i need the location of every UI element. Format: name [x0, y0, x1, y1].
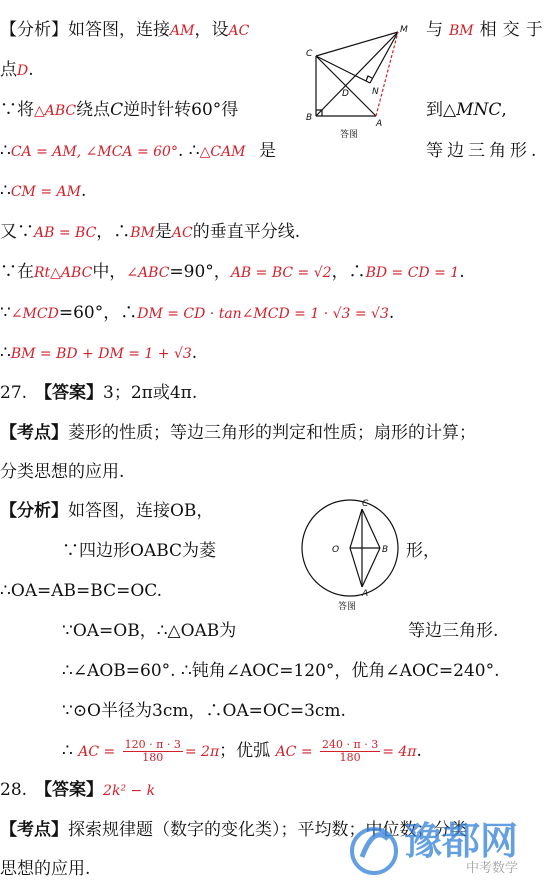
q26-line-4: ∴CA = AM, ∠MCA = 60°. ∴△CAM 是: [0, 141, 276, 161]
seg-mn: [370, 32, 398, 83]
fraction-minor-arc: $\frac{120 \cdot \pi \cdot 3}{180}$: [124, 738, 181, 764]
q26-figure-caption: 答图: [340, 130, 359, 140]
seg-cb: [362, 509, 380, 548]
q26-line-3-right: 到△MNC,: [426, 100, 507, 120]
q27-line-6: ∴ AC = $\frac{120 \cdot \pi \cdot 3}{180}$ = 2π；优弧 AC = $\frac{240 \cdot \pi \cdot 3}{180}$ = 4π.: [62, 738, 422, 764]
arc-ac-minor: AC =: [78, 744, 116, 760]
q27-fenxi-line: 【分析】如答图，连接OB，: [0, 501, 214, 521]
q27-figure: [298, 496, 408, 614]
q27-figure-caption: 答图: [338, 602, 357, 612]
q27-kaodian-line-1: 【考点】菱形的性质；等边三角形的判定和性质；扇形的计算；: [0, 423, 476, 443]
q28-kaodian-line-1: 【考点】探索规律题（数字的变化类）；平均数；中位数；分类: [0, 820, 468, 840]
seg-oa: [350, 548, 362, 587]
q26-line-8: ∵∠MCD=60°，∴DM = CD · tan∠MCD = 1 · √3 = √3.: [0, 303, 395, 323]
math-tri-cam: △CAM: [199, 144, 246, 160]
q26-line-1-right: 与 BM 相交于: [426, 20, 549, 40]
label-c: C: [362, 499, 369, 509]
q26-line-5: ∴CM = AM.: [0, 181, 87, 201]
seg-am-dashed: [376, 32, 398, 116]
math-ac: AC: [228, 23, 250, 39]
q27-line-4: ∴∠AOB=60°. ∴钝角∠AOC=120°，优角∠AOC=240°.: [62, 661, 500, 681]
q27-line-5: ∵⊙O半径为3cm，∴OA=OC=3cm.: [62, 701, 346, 721]
watermark-brand: 豫都网: [404, 819, 519, 863]
watermark-logo-icon: [348, 817, 400, 877]
label-a: A: [376, 119, 383, 129]
q27-answer-line: 27. 【答案】3；2π或4π.: [0, 383, 198, 403]
q27-line-1: ∵四边形OABC为菱: [62, 541, 217, 561]
label-m: M: [400, 25, 408, 35]
label-d: D: [342, 89, 349, 99]
label-a: A: [362, 589, 369, 599]
q27-kaodian-line-2: 分类思想的应用.: [0, 462, 125, 482]
label-b: B: [306, 113, 313, 123]
arc-ac-major: AC =: [275, 744, 313, 760]
label-n: N: [372, 87, 379, 97]
q27-line-3: ∵OA=OB，∴△OAB为: [62, 621, 237, 641]
q27-line-1-right: 形，: [406, 541, 440, 561]
math-d: D: [17, 63, 29, 79]
q27-line-3-right: 等边三角形.: [408, 621, 499, 641]
watermark-sub: 中考数学: [466, 861, 519, 876]
math-bm: BM: [449, 23, 474, 39]
q26-line-2: 点D.: [0, 60, 34, 80]
math-am: AM: [170, 23, 195, 39]
site-watermark: [348, 813, 548, 881]
q28-kaodian-line-2: 思想的应用.: [0, 859, 91, 879]
q26-line-7: ∵在Rt△ABC中，∠ABC=90°，AB = BC = √2，∴BD = CD = 1.: [0, 262, 465, 282]
label-c: C: [306, 49, 313, 59]
label-b: B: [382, 545, 389, 555]
q28-answer-line: 28. 【答案】2k² − k: [0, 780, 156, 800]
math-cm-am: CM = AM: [10, 184, 81, 200]
q26-line-4-right: 等边三角形.: [426, 141, 541, 161]
math-answer-expr: 2k² − k: [103, 783, 156, 799]
q26-line-6: 又∵AB = BC，∴BM是AC的垂直平分线.: [0, 222, 301, 242]
fraction-major-arc: $\frac{240 \cdot \pi \cdot 3}{180}$: [321, 738, 379, 764]
q27-line-2: ∴OA=AB=BC=OC.: [0, 581, 163, 601]
label-o: O: [332, 545, 340, 555]
q26-line-9: ∴BM = BD + DM = 1 + √3.: [0, 343, 198, 363]
seg-oc: [350, 509, 362, 548]
math-ca-am: CA = AM, ∠MCA = 60°: [10, 144, 178, 160]
math-tri-abc: △ABC: [34, 103, 77, 119]
q26-line-3: ∵将△ABC绕点C逆时针转60°得: [0, 100, 239, 120]
q26-figure: [300, 20, 420, 142]
seg-ba: [362, 548, 380, 587]
q26-line-1: 【分析】如答图，连接AM，设AC: [0, 20, 250, 40]
